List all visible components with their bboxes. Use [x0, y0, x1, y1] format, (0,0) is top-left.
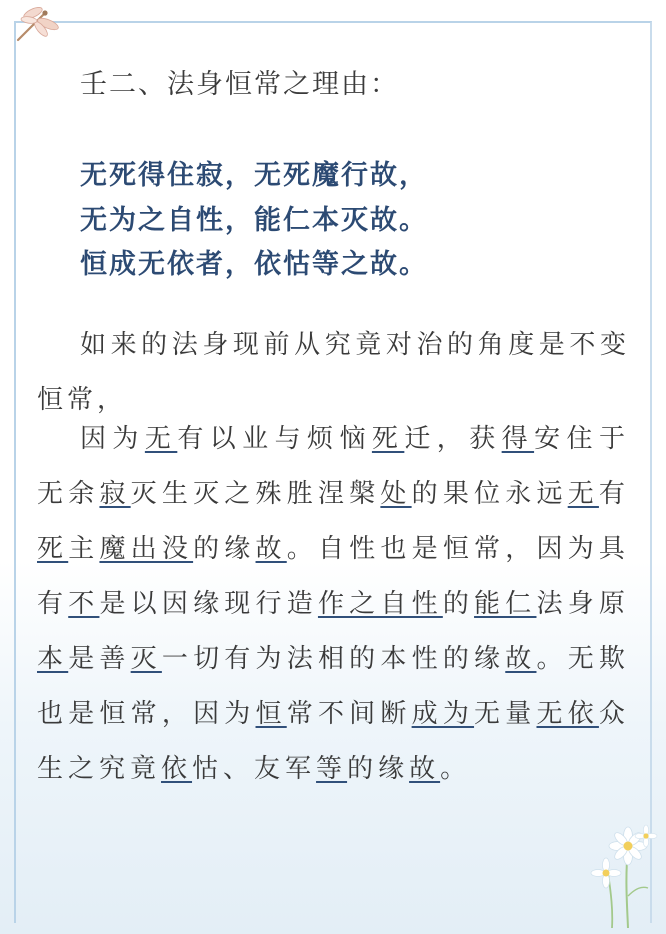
underlined-keyword: 死 — [371, 424, 405, 454]
text-run: 。无欺也是恒常，因为 — [37, 644, 630, 729]
text-run: 的缘 — [347, 754, 410, 784]
underlined-keyword: 本 — [37, 644, 69, 674]
section-title: 壬二、法身恒常之理由： — [80, 69, 399, 100]
underlined-keyword: 不 — [68, 589, 100, 619]
text-run: 是以因缘现行造 — [99, 589, 318, 619]
verse-line: 恒成无依者，依怙等之故。 — [80, 249, 428, 280]
text-run: 因为 — [80, 424, 145, 454]
underlined-keyword: 作之自性 — [317, 589, 443, 619]
text-run: 迁，获 — [404, 424, 502, 454]
verse-line: 无死得住寂，无死魔行故， — [80, 160, 428, 191]
underlined-keyword: 灭 — [130, 644, 162, 674]
text-run: 灭生灭之殊胜涅槃 — [130, 479, 381, 509]
text-run: 。自性也是恒常，因为具有 — [37, 534, 630, 619]
flowers-icon — [578, 818, 658, 930]
commentary-paragraph-1: 如来的法身现前从究竟对治的角度是不变恒常， — [37, 330, 630, 415]
text-run: 的 — [442, 589, 475, 619]
text-run: 主 — [68, 534, 100, 564]
underlined-keyword: 无依 — [536, 699, 599, 729]
underlined-keyword: 魔出没 — [99, 534, 194, 564]
underlined-keyword: 处 — [380, 479, 412, 509]
text-run: 众生之究竟 — [37, 699, 630, 784]
commentary-paragraph-2 — [37, 412, 630, 797]
text-run: 有以业与烦恼 — [177, 424, 372, 454]
text-run: 是善 — [68, 644, 131, 674]
text-run: 无量 — [474, 699, 537, 729]
underlined-keyword: 故 — [409, 754, 441, 784]
text-run: 法身原 — [536, 589, 630, 619]
underlined-keyword: 故 — [255, 534, 287, 564]
text-run: 常不间断 — [286, 699, 412, 729]
underlined-keyword: 依 — [161, 754, 193, 784]
underlined-keyword: 等 — [316, 754, 348, 784]
text-run: 。 — [440, 754, 472, 784]
underlined-keyword: 能仁 — [474, 589, 537, 619]
text-run: 的果位永远 — [411, 479, 568, 509]
text-run: 一切有为法相的本性的缘 — [161, 644, 506, 674]
underlined-keyword: 寂 — [99, 479, 131, 509]
text-run: 的缘 — [193, 534, 256, 564]
underlined-keyword: 恒 — [255, 699, 287, 729]
dragonfly-icon — [10, 4, 60, 44]
underlined-keyword: 得 — [501, 424, 535, 454]
underlined-keyword: 故 — [505, 644, 537, 674]
verse-line: 无为之自性，能仁本灭故。 — [80, 205, 428, 236]
text-run: 安住于无余 — [37, 424, 630, 509]
underlined-keyword: 无 — [144, 424, 178, 454]
underlined-keyword: 无 — [567, 479, 599, 509]
underlined-keyword: 死 — [37, 534, 69, 564]
text-run: 怙、友军 — [192, 754, 317, 784]
underlined-keyword: 成为 — [411, 699, 475, 729]
text-run: 有 — [598, 479, 630, 509]
